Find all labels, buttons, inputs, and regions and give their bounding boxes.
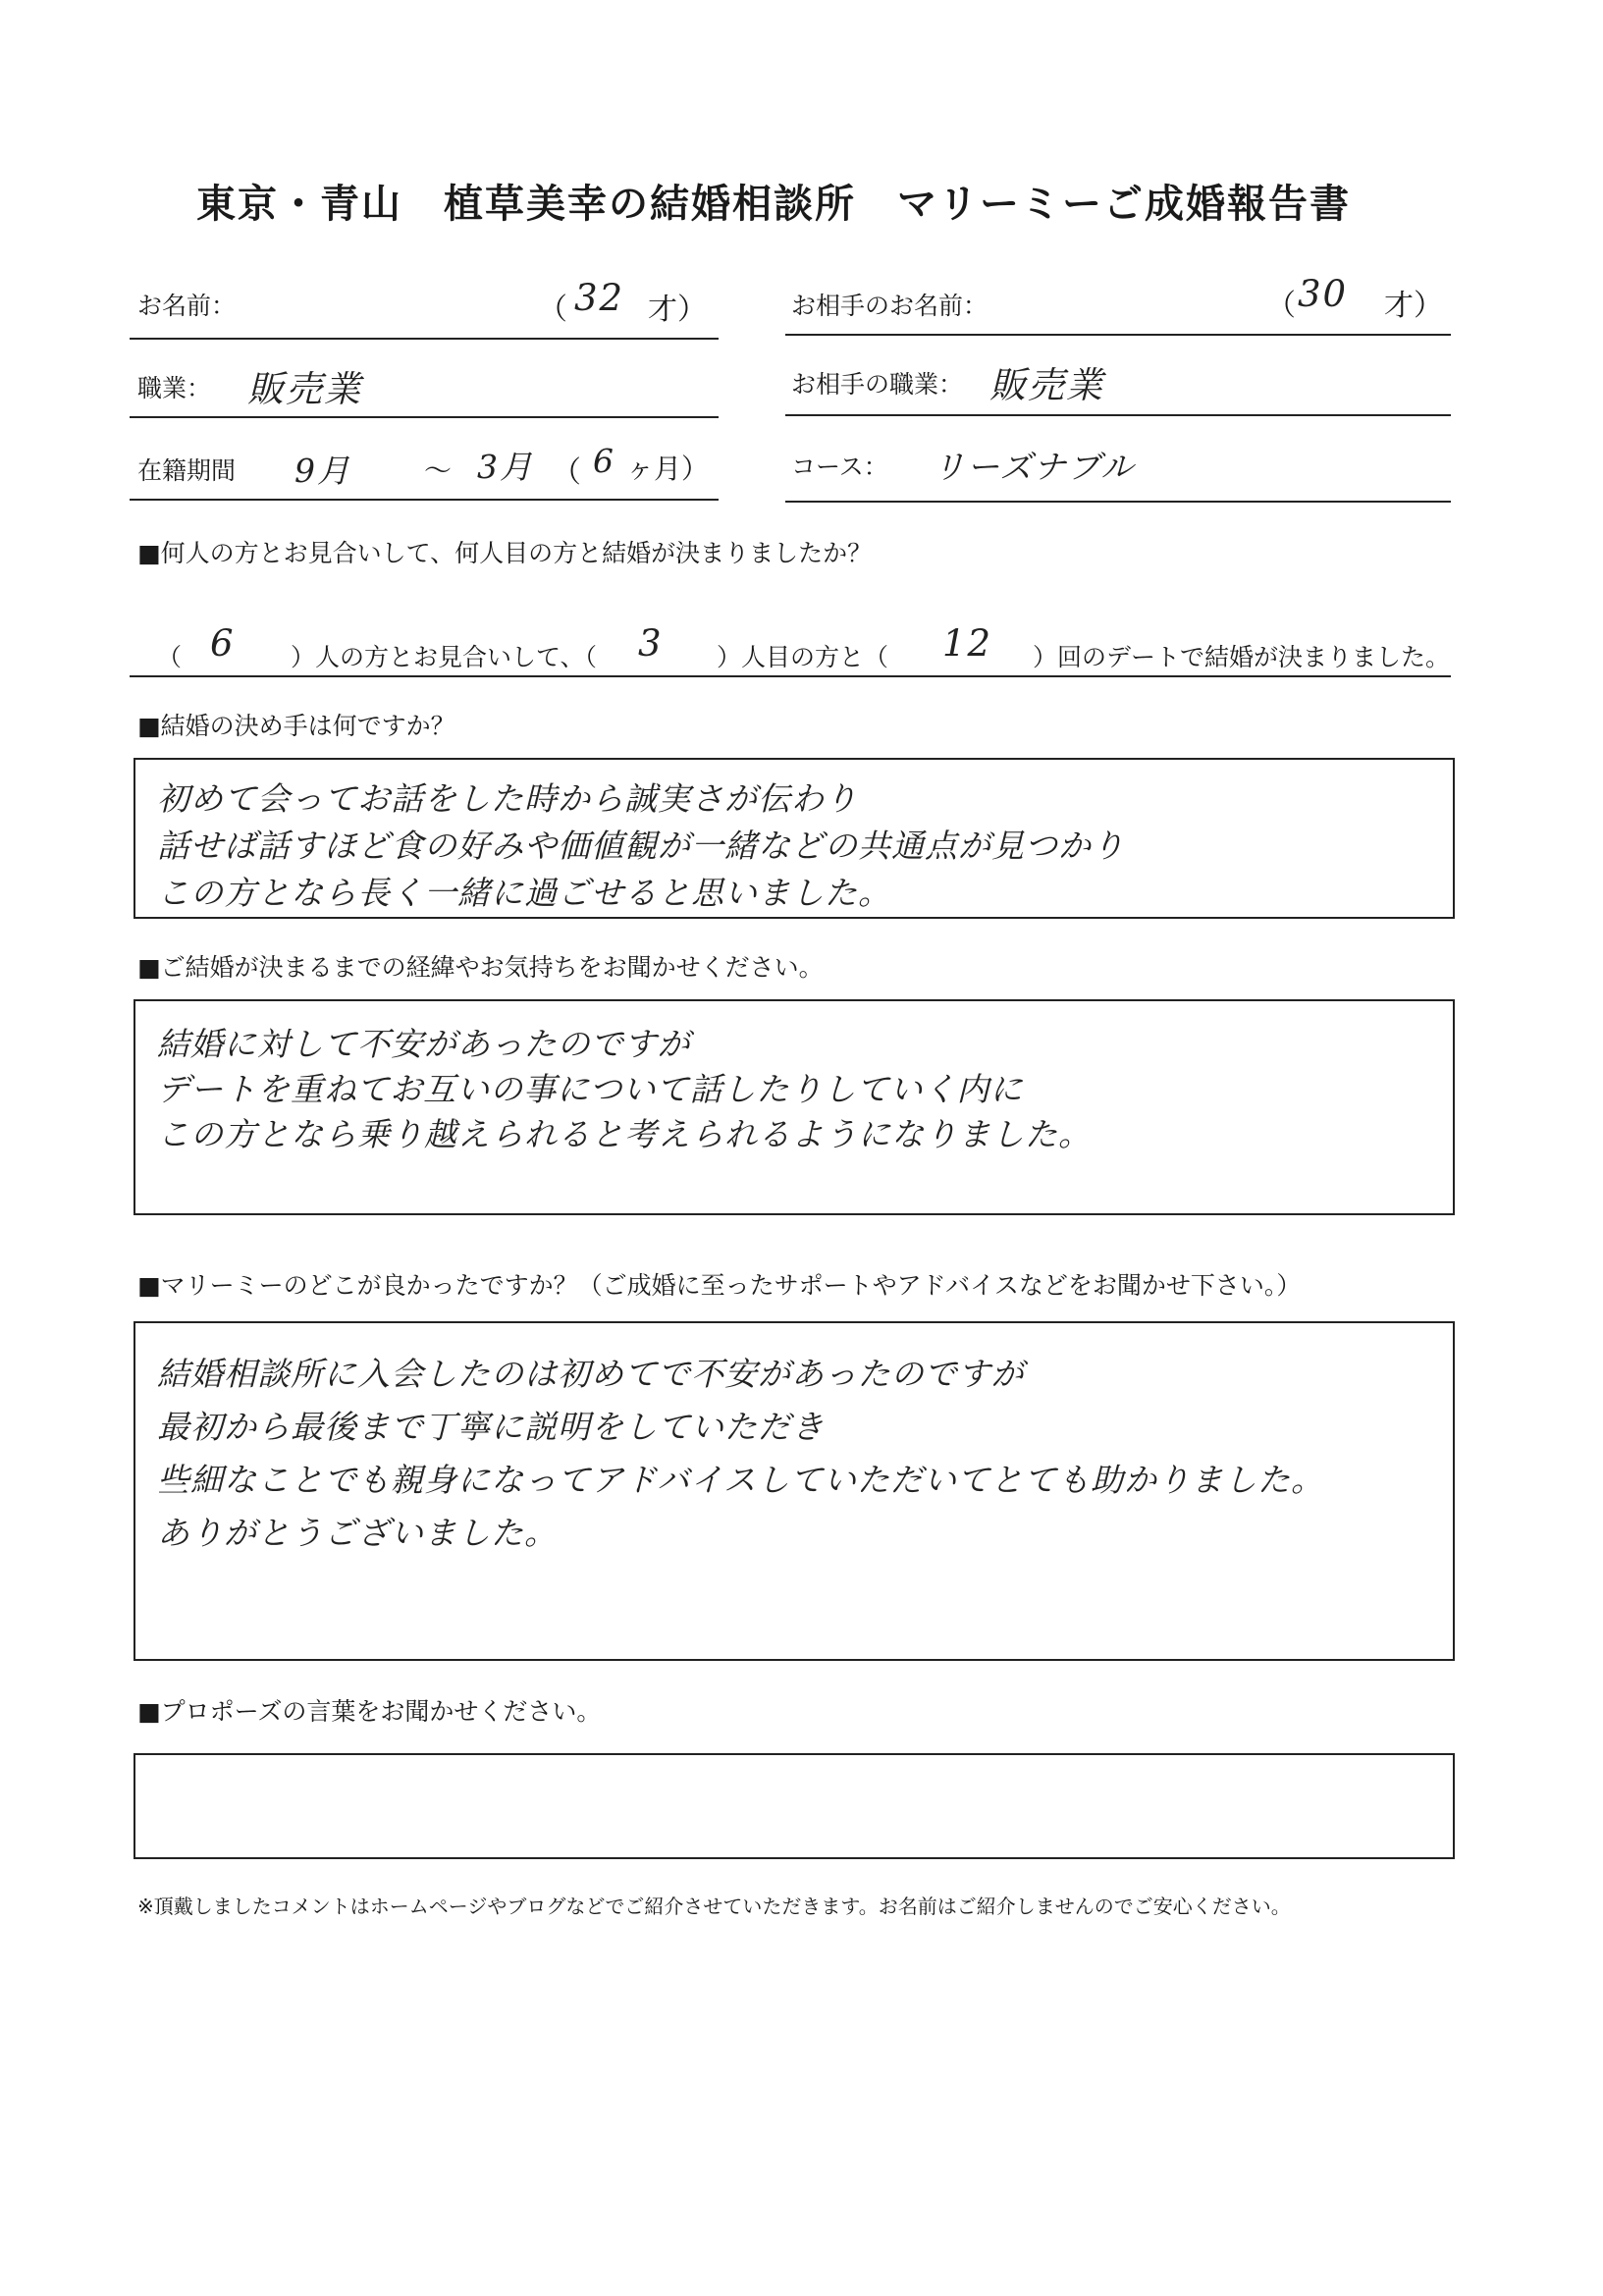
q3-line: 結婚に対して不安があったのですが	[157, 1025, 691, 1063]
q3-title: ■ご結婚が決まるまでの経緯やお気持ちをお聞かせください。	[137, 953, 824, 982]
partner-job-underline	[785, 414, 1451, 416]
partner-job-value: 販売業	[989, 364, 1104, 406]
partner-age-unit: 才）	[1384, 289, 1443, 323]
job-value: 販売業	[247, 368, 362, 410]
q1-text3: ）回のデートで結婚が決まりました。	[1033, 643, 1451, 671]
q2-line: この方となら長く一緒に過ごせると思いました。	[157, 874, 891, 912]
q1-title: ■何人の方とお見合いして、何人目の方と結婚が決まりましたか？	[137, 539, 873, 567]
name-underline	[130, 338, 719, 340]
q1-underline	[130, 675, 1451, 677]
age-value: 32	[574, 277, 625, 319]
course-value: リーズナブル	[933, 448, 1136, 486]
q4-line: ありがとうございました。	[157, 1514, 558, 1552]
period-label: 在籍期間	[137, 456, 237, 485]
q2-line: 話せば話すほど食の好みや価値観が一緒などの共通点が見つかり	[157, 827, 1125, 865]
q2-answer-box	[134, 758, 1455, 919]
q3-answer-box	[134, 999, 1455, 1215]
report-title: 東京・青山 植草美幸の結婚相談所 マリーミーご成婚報告書	[196, 182, 1351, 227]
partner-name-underline	[785, 334, 1451, 336]
footer-note: ※頂戴しましたコメントはホームページやブログなどでご紹介させていただきます。お名前はご紹介しませんのでご安心ください。	[137, 1895, 1291, 1918]
period-tilde: ～	[424, 454, 453, 487]
period-close: ヶ月）	[626, 453, 710, 485]
period-underline	[130, 499, 719, 501]
q4-line: 最初から最後まで丁寧に説明をしていただき	[157, 1408, 825, 1446]
partner-age-value: 30	[1298, 273, 1349, 315]
partner-name-label: お相手のお名前：	[791, 292, 989, 320]
partner-job-label: お相手の職業：	[791, 370, 964, 399]
period-start: 9月	[294, 452, 351, 490]
q2-line: 初めて会ってお話をした時から誠実さが伝わり	[157, 779, 858, 818]
q1-text1: ）人の方とお見合いして、（	[291, 643, 598, 671]
q4-answer-box	[134, 1321, 1455, 1661]
q3-line: デートを重ねてお互いの事について話したりしていく内に	[157, 1070, 1024, 1108]
q1-count-value: 6	[210, 622, 236, 665]
q1-text2: ）人目の方と（	[717, 643, 889, 671]
q4-title: ■マリーミーのどこが良かったですか？（ご成婚に至ったサポートやアドバイスなどをお聞かせ下さい。）	[137, 1271, 1302, 1300]
q4-line: 些細なことでも親身になってアドバイスしていただいてとても助かりました。	[157, 1461, 1325, 1499]
job-underline	[130, 416, 719, 418]
name-label: お名前：	[137, 292, 237, 320]
q1-dates-value: 12	[942, 622, 993, 665]
q5-title: ■プロポーズの言葉をお聞かせください。	[137, 1697, 602, 1726]
partner-age-open: （	[1266, 289, 1296, 323]
q1-open: （	[157, 643, 183, 671]
age-unit: 才）	[648, 293, 707, 327]
q4-line: 結婚相談所に入会したのは初めてで不安があったのですが	[157, 1355, 1025, 1393]
q2-title: ■結婚の決め手は何ですか？	[137, 712, 455, 740]
period-end: 3月	[477, 448, 534, 486]
age-open: （	[538, 293, 567, 327]
course-underline	[785, 501, 1451, 503]
job-label: 職業：	[137, 374, 212, 402]
q1-nth-value: 3	[638, 622, 664, 665]
period-months: 6	[593, 442, 615, 480]
q3-line: この方となら乗り越えられると考えられるようになりました。	[157, 1115, 1092, 1153]
course-label: コース：	[791, 453, 888, 481]
q5-answer-box	[134, 1753, 1455, 1859]
period-open: （	[552, 455, 581, 490]
